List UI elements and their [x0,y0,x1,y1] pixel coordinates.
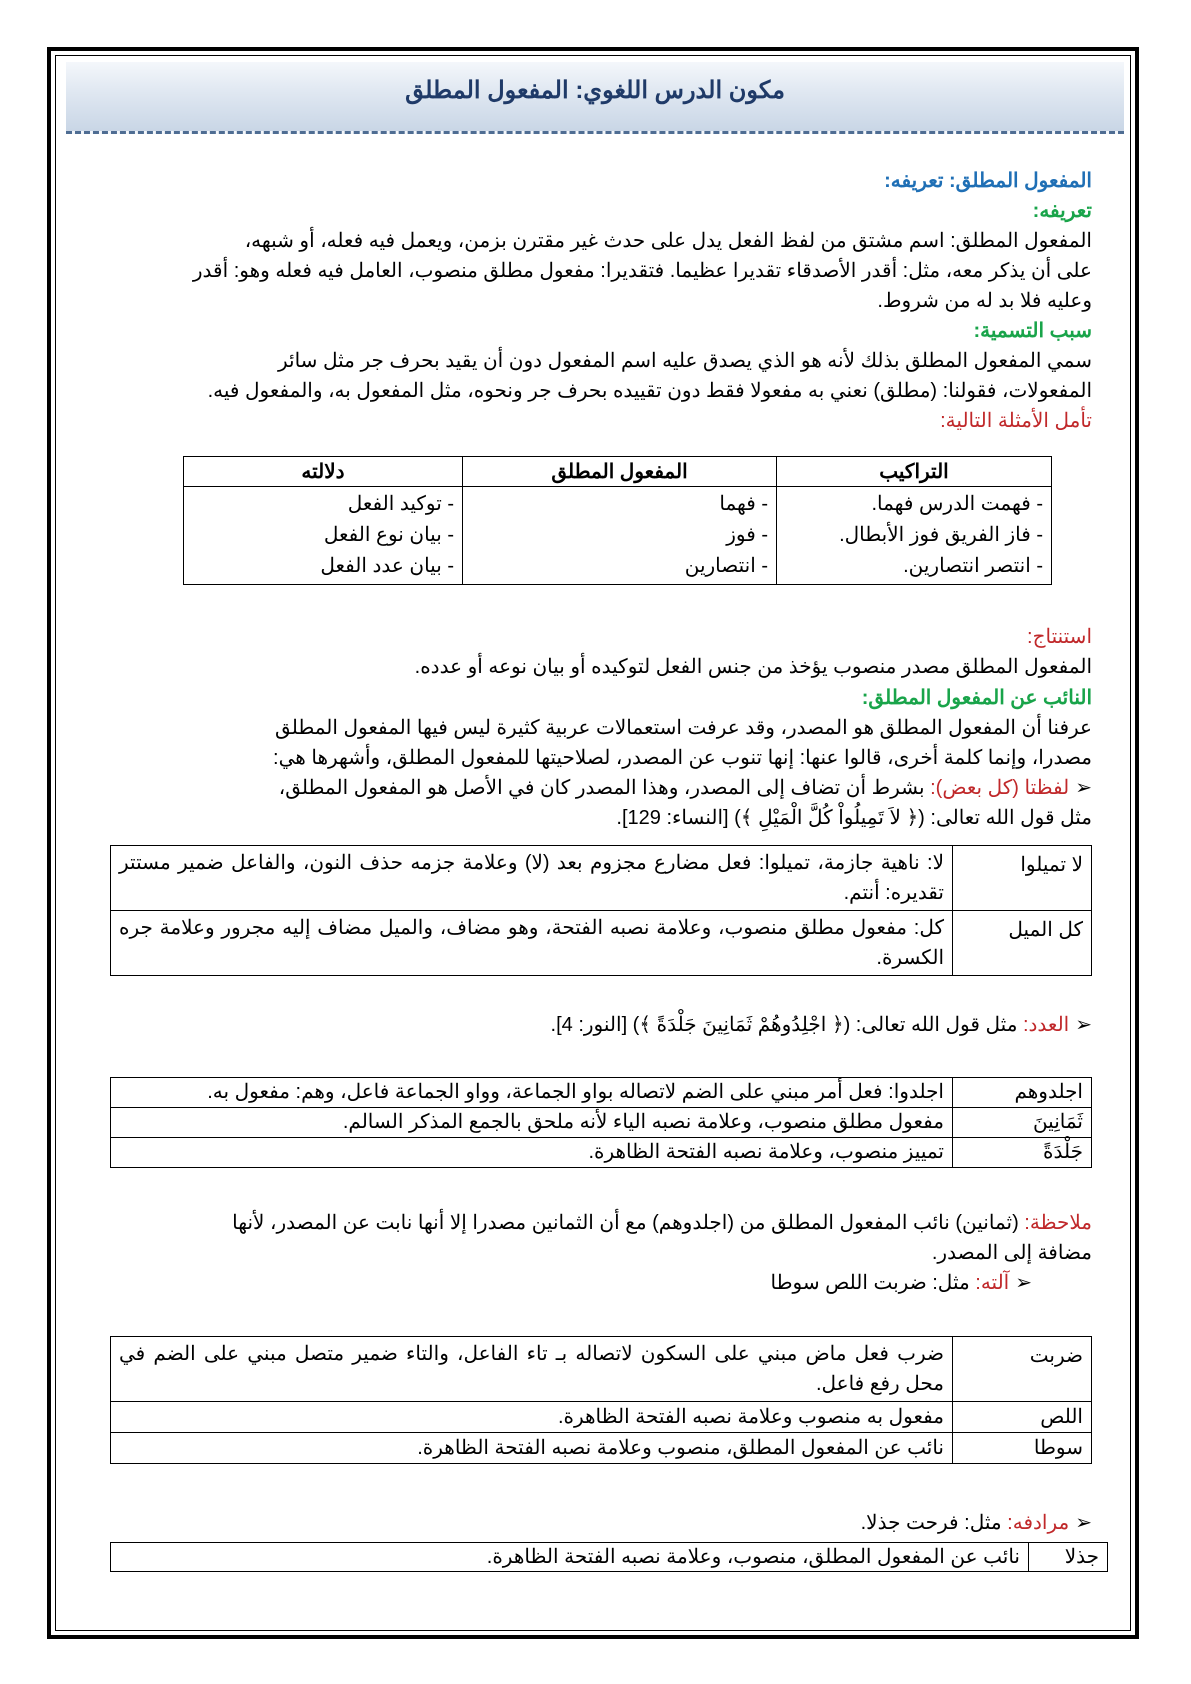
definition-subheading: تعريفه: [1032,200,1092,222]
analysis2-word-3: جَلْدَةً [953,1138,1092,1168]
examples-table [183,456,1052,585]
page-title: مكون الدرس اللغوي: المفعول المطلق [405,77,785,104]
bullet-number-text: مثل قول الله تعالى: (﴿ اجْلِدُوهُمْ ثَمَانِينَ جَلْدَةً ﴾) [النور: 4]. [550,1014,1023,1036]
examples-structures-cell [777,487,1052,585]
bullet-synonym [112,1508,1092,1538]
analysis2-desc-1: اجلدوا: فعل أمر مبني على الضم لاتصاله بواو الجماعة، وواو الجماعة فاعل، وهم: مفعول به. [111,1078,953,1108]
definition-heading: المفعول المطلق: تعريفه: [884,170,1092,192]
bullet-kull-bad [112,773,1092,803]
arrow-bullet-icon: ➢ [1075,1014,1092,1036]
definition-line-1: المفعول المطلق: اسم مشتق من لفظ الفعل يدل على حدث غير مقترن بزمن، ويعمل فيه فعله، أو شبهه، [244,230,1092,252]
analysis3-word-1: ضربت [953,1337,1092,1402]
examples-header-absolute-object: المفعول المطلق [463,457,777,487]
bullet-tool-text: مثل: ضربت اللص سوطا [770,1272,976,1294]
naming-section [112,316,1092,436]
definition-line-3: وعليه فلا بد له من شروط. [877,290,1092,312]
note-line-1 [112,1208,1092,1238]
example-meaning-1: - توكيد الفعل [347,493,454,515]
substitute-line-2: مصدرا، وإنما كلمة أخرى، قالوا عنها: إنها تنوب عن المصدر، لصلاحيتها للمفعول المطلق، وأشهرها هي: [273,747,1092,769]
bullet-tool-label: آلته: [975,1272,1010,1294]
definition-section [112,166,1092,316]
analysis1-word-2: كل الميل [953,911,1092,976]
analysis2-desc-3: تمييز منصوب، وعلامة نصبه الفتحة الظاهرة. [111,1138,953,1168]
conclusion-section [112,622,1092,682]
analysis1-desc-1: لا: ناهية جازمة، تميلوا: فعل مضارع مجزوم بعد (لا) وعلامة جزمه حذف النون، والفاعل ضمير مستتر تقديره: أنتم. [111,846,953,911]
analysis2-word-2: ثَمَانِينَ [953,1108,1092,1138]
substitute-heading: النائب عن المفعول المطلق: [861,687,1092,709]
substitute-section [112,683,1092,833]
example-meaning-2: - بيان نوع الفعل [323,524,454,546]
examples-header-structures: التراكيب [777,457,1052,487]
analysis3-word-3: سوطا [953,1433,1092,1464]
example-structure-3: - انتصر انتصارين. [903,555,1043,577]
examples-meaning-cell [184,487,463,585]
analysis3-desc-2: مفعول به منصوب وعلامة نصبه الفتحة الظاهرة. [111,1402,953,1433]
arrow-bullet-icon: ➢ [1075,1512,1092,1534]
analysis2-word-1: اجلدوهم [953,1078,1092,1108]
definition-line-2: على أن يذكر معه، مثل: أقدر الأصدقاء تقديرا عظيما. فتقديرا: مفعول مطلق منصوب، العامل فيه فعله وهو: أقدر [192,260,1092,282]
note-section [112,1208,1092,1298]
note-line-2: مضافة إلى المصدر. [931,1242,1092,1264]
example-absolute-2: - فوز [726,524,768,546]
example-absolute-1: - فهما [719,493,768,515]
analysis1-word-1: لا تميلوا [953,846,1092,911]
bullet-synonym-text: مثل: فرحت جذلا. [860,1512,1008,1534]
example-absolute-3: - انتصارين [684,555,768,577]
note-label: ملاحظة: [1024,1212,1092,1234]
analysis-table-2 [110,1077,1092,1168]
naming-line-2: المفعولات، فقولنا: (مطلق) نعني به مفعولا فقط دون تقييده بحرف جر ونحوه، مثل المفعول به، والمفعول فيه. [207,380,1092,402]
page-header [66,62,1124,134]
bullet-kull-bad-example: مثل قول الله تعالى: (﴿ لاَ تَمِيلُواْ كُلَّ الْمَيْلِ ﴾) [النساء: 129]. [616,807,1092,829]
conclusion-heading: استنتاج: [1027,626,1092,648]
analysis4-word-1: جذلا [1029,1543,1108,1572]
note-text: (ثمانين) نائب المفعول المطلق من (اجلدوهم) مع أن الثمانين مصدرا إلا أنها نابت عن المصدر، لأنها [232,1212,1025,1234]
analysis-table-4 [110,1542,1108,1572]
examples-absolute-object-cell [463,487,777,585]
example-structure-2: - فاز الفريق فوز الأبطال. [839,524,1043,546]
analysis3-desc-1: ضرب فعل ماض مبني على السكون لاتصاله بـ تاء الفاعل، والتاء ضمير متصل مبني على الضم في محل رفع فاعل. [111,1337,953,1402]
examples-header-meaning: دلالته [184,457,463,487]
naming-heading: سبب التسمية: [973,320,1092,342]
bullet-number [112,1010,1092,1040]
analysis1-desc-2: كل: مفعول مطلق منصوب، وعلامة نصبه الفتحة، وهو مضاف، والميل مضاف إليه مجرور وعلامة جره الكسرة. [111,911,953,976]
substitute-line-1: عرفنا أن المفعول المطلق هو المصدر، وقد عرفت استعمالات عربية كثيرة ليس فيها المفعول المطلق [275,717,1092,739]
arrow-bullet-icon: ➢ [1015,1272,1032,1294]
examples-heading: تأمل الأمثلة التالية: [940,410,1092,432]
bullet-number-label: العدد: [1022,1014,1070,1036]
arrow-bullet-icon: ➢ [1075,777,1092,799]
analysis-table-1 [110,845,1092,976]
analysis4-desc-1: نائب عن المفعول المطلق، منصوب، وعلامة نصبه الفتحة الظاهرة. [111,1543,1029,1572]
example-structure-1: - فهمت الدرس فهما. [871,493,1043,515]
example-meaning-3: - بيان عدد الفعل [320,555,454,577]
analysis2-desc-2: مفعول مطلق منصوب، وعلامة نصبه الياء لأنه ملحق بالجمع المذكر السالم. [111,1108,953,1138]
analysis-table-3 [110,1336,1092,1464]
analysis3-desc-3: نائب عن المفعول المطلق، منصوب وعلامة نصبه الفتحة الظاهرة. [111,1433,953,1464]
bullet-tool [112,1268,1092,1298]
naming-line-1: سمي المفعول المطلق بذلك لأنه هو الذي يصدق عليه اسم المفعول دون أن يقيد بحرف جر مثل سائر [277,350,1092,372]
analysis3-word-2: اللص [953,1402,1092,1433]
bullet-synonym-label: مرادفه: [1007,1512,1070,1534]
conclusion-line: المفعول المطلق مصدر منصوب يؤخذ من جنس الفعل لتوكيده أو بيان نوعه أو عدده. [414,656,1092,678]
number-section [112,1010,1092,1040]
bullet-kull-bad-label: لفظتا (كل بعض): [930,777,1070,799]
synonym-section [112,1508,1092,1538]
bullet-kull-bad-text: بشرط أن تضاف إلى المصدر، وهذا المصدر كان في الأصل هو المفعول المطلق، [278,777,931,799]
